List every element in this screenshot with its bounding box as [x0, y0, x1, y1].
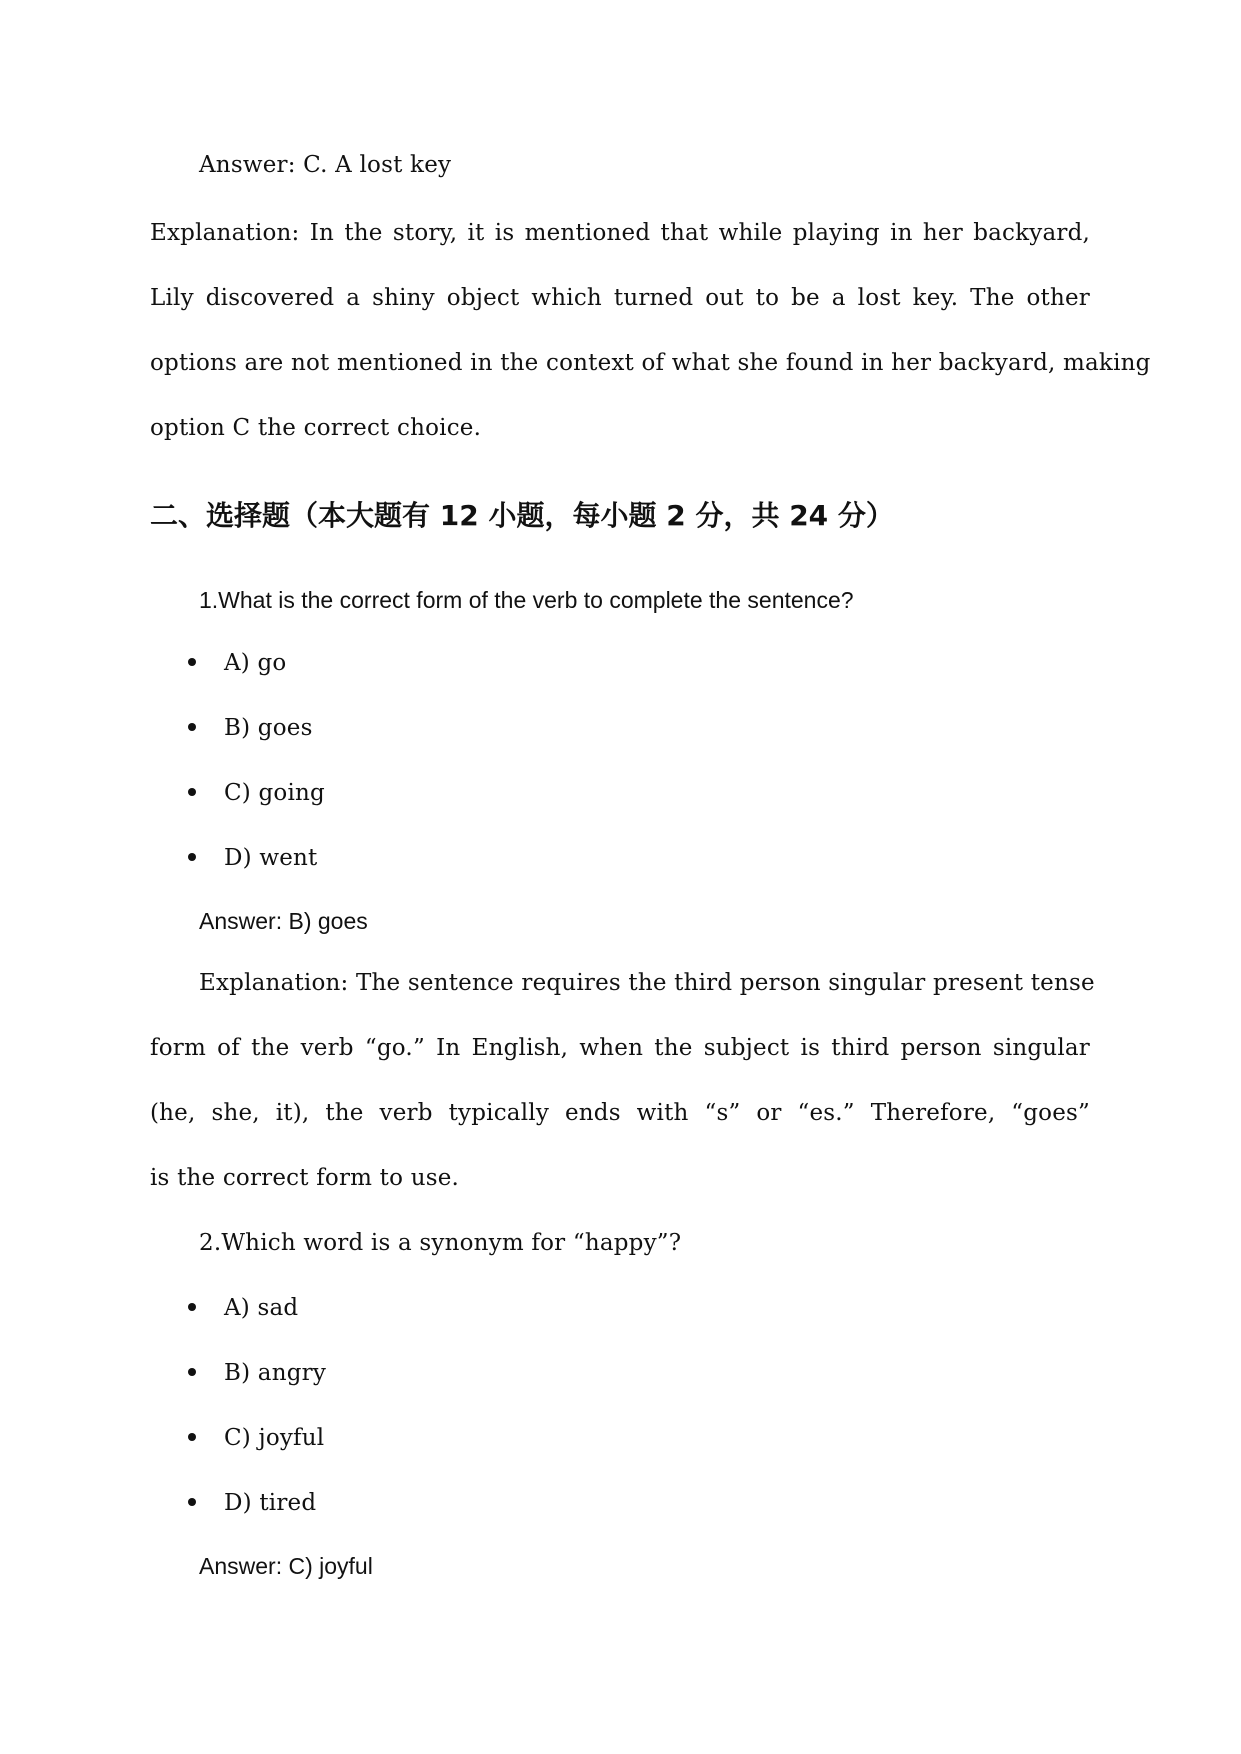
question-2: 2.Which word is a synonym for “happy”?	[199, 1230, 682, 1256]
q1-option-d: D) went	[224, 845, 318, 871]
bullet-icon	[188, 658, 196, 666]
previous-explanation-line-1: Explanation: In the story, it is mentioned that while playing in her backyard,	[150, 220, 1090, 246]
previous-explanation-line-2: Lily discovered a shiny object which turned out to be a lost key. The other	[150, 285, 1090, 311]
q2-option-b: B) angry	[224, 1360, 327, 1386]
bullet-icon	[188, 1303, 196, 1311]
q2-option-d: D) tired	[224, 1490, 317, 1516]
previous-answer: Answer: C. A lost key	[199, 152, 452, 178]
bullet-icon	[188, 788, 196, 796]
q1-option-c: C) going	[224, 780, 325, 806]
q1-option-b: B) goes	[224, 715, 313, 741]
q1-explanation-line-4: is the correct form to use.	[150, 1165, 460, 1191]
bullet-icon	[188, 1433, 196, 1441]
q2-answer: Answer: C) joyful	[199, 1553, 373, 1579]
section-heading: 二、选择题（本大题有 12 小题，每小题 2 分，共 24 分）	[150, 499, 894, 532]
previous-explanation-line-4: option C the correct choice.	[150, 415, 482, 441]
previous-explanation-line-3: options are not mentioned in the context of what she found in her backyard, making	[150, 350, 1151, 376]
q1-answer: Answer: B) goes	[199, 908, 368, 934]
question-1: 1.What is the correct form of the verb to complete the sentence?	[199, 587, 854, 613]
q1-option-a: A) go	[224, 650, 287, 676]
q2-option-c: C) joyful	[224, 1425, 325, 1451]
q1-explanation-line-2: form of the verb “go.” In English, when the subject is third person singular	[150, 1035, 1090, 1061]
q1-explanation-line-1: Explanation: The sentence requires the third person singular present tense	[199, 970, 1095, 996]
bullet-icon	[188, 1368, 196, 1376]
q1-explanation-line-3: (he, she, it), the verb typically ends with “s” or “es.” Therefore, “goes”	[150, 1100, 1090, 1126]
bullet-icon	[188, 1498, 196, 1506]
bullet-icon	[188, 723, 196, 731]
bullet-icon	[188, 853, 196, 861]
q2-option-a: A) sad	[224, 1295, 299, 1321]
